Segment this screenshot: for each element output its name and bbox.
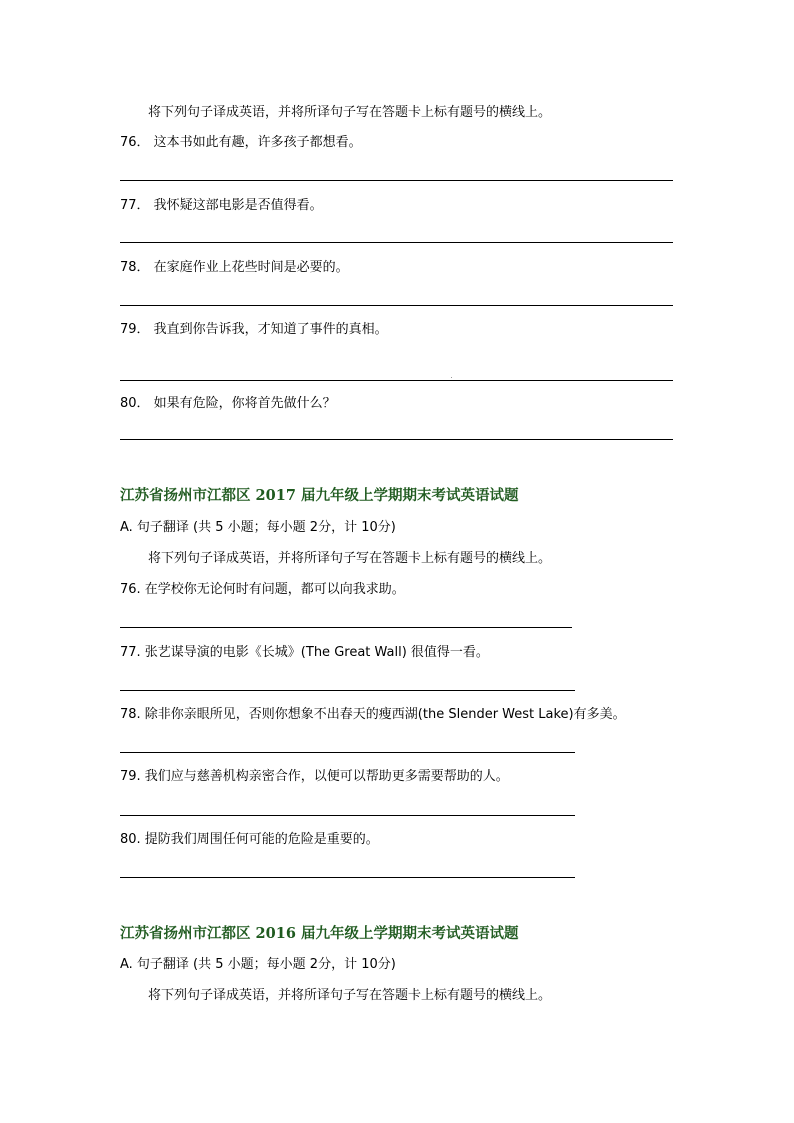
- section2-item-77: 77. 张艺谋导演的电影《长城》(The Great Wall) 很值得一看。: [120, 645, 489, 660]
- section3-instruction: 将下列句子译成英语，并将所译句子写在答题卡上标有题号的横线上。: [148, 988, 552, 1003]
- section2-item-80: 80. 提防我们周围任何可能的危险是重要的。: [120, 832, 379, 847]
- section2-item-76: 76. 在学校你无论何时有问题，都可以向我求助。: [120, 582, 405, 597]
- section1-item-77: 77． 我怀疑这部电影是否值得看。: [120, 198, 323, 213]
- section2-item-78: 78. 除非你亲眼所见，否则你想象不出春天的瘦西湖(the Slender West Lake)有多美。: [120, 707, 626, 722]
- answer-line-2-78: [120, 752, 575, 753]
- section2-instruction: 将下列句子译成英语，并将所译句子写在答题卡上标有题号的横线上。: [148, 551, 552, 566]
- section1-instruction: 将下列句子译成英语，并将所译句子写在答题卡上标有题号的横线上。: [148, 105, 552, 120]
- answer-line-1-78: [120, 305, 673, 306]
- section2-title: 江苏省扬州市江都区 2017 届九年级上学期期末考试英语试题: [120, 487, 519, 504]
- section1-item-79: 79． 我直到你告诉我，才知道了事件的真相。: [120, 322, 388, 337]
- section3-title: 江苏省扬州市江都区 2016 届九年级上学期期末考试英语试题: [120, 925, 519, 942]
- answer-line-1-77: [120, 242, 673, 243]
- section1-item-76: 76． 这本书如此有趣，许多孩子都想看。: [120, 135, 362, 150]
- answer-line-2-79: [120, 815, 575, 816]
- stray-dot: [451, 377, 452, 378]
- section2-subtitle: A. 句子翻译 (共 5 小题；每小题 2分，计 10分): [120, 520, 396, 535]
- section3-subtitle: A. 句子翻译 (共 5 小题；每小题 2分，计 10分): [120, 957, 396, 972]
- answer-line-2-76: [120, 627, 572, 628]
- answer-line-1-80: [120, 439, 673, 440]
- answer-line-2-80: [120, 877, 575, 878]
- section1-item-80: 80． 如果有危险，你将首先做什么？: [120, 396, 336, 411]
- answer-line-1-76: [120, 180, 673, 181]
- answer-line-1-79: [120, 380, 673, 381]
- section2-item-79: 79. 我们应与慈善机构亲密合作，以便可以帮助更多需要帮助的人。: [120, 769, 509, 784]
- answer-line-2-77: [120, 690, 575, 691]
- section1-item-78: 78． 在家庭作业上花些时间是必要的。: [120, 260, 349, 275]
